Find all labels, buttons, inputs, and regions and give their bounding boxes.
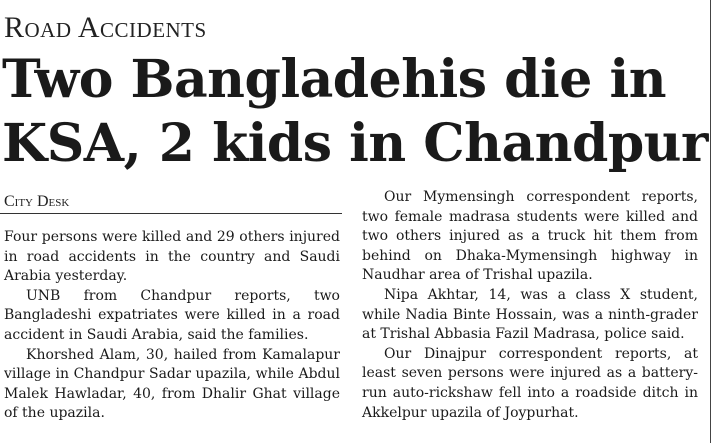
paragraph: Nipa Akhtar, 14, was a class X student, while Nadia Binte Hossain, was a ninth-grader at Trishal Abbasia Fazil Madrasa, police said.: [362, 286, 698, 343]
paragraph: Our Dinajpur correspondent reports, at least seven persons were injured as a battery-run auto-rickshaw fell into a roadside ditch in Akkelpur upazila of Joypurhat.: [362, 345, 698, 421]
paragraph: Khorshed Alam, 30, hailed from Kamalapur village in Chandpur Sadar upazila, while Abdul Malek Hawladar, 40, from Dhalir Ghat village of the upazila.: [4, 346, 340, 422]
headline-line-1: Two Bangladehis die in: [2, 49, 667, 110]
headline-line-2: KSA, 2 kids in Chandpur: [2, 113, 708, 174]
article-column-left: [4, 228, 340, 424]
paragraph: Our Mymensingh correspondent reports, two female madrasa students were killed and two others injured as a truck hit them from behind on Dhaka-Mymensingh highway in Naudhar area of Trishal upazila.: [362, 189, 698, 284]
section-kicker: Road Accidents: [4, 11, 207, 44]
byline: City Desk: [4, 193, 70, 210]
headline: [2, 48, 711, 176]
article-column-right: [362, 188, 698, 423]
byline-rule: [0, 213, 342, 214]
paragraph: UNB from Chandpur reports, two Bangladeshi expatriates were killed in a road accident in Saudi Arabia, said the families.: [4, 287, 340, 343]
paragraph: Four persons were killed and 29 others injured in road accidents in the country and Saudi Arabia yesterday.: [4, 229, 340, 285]
